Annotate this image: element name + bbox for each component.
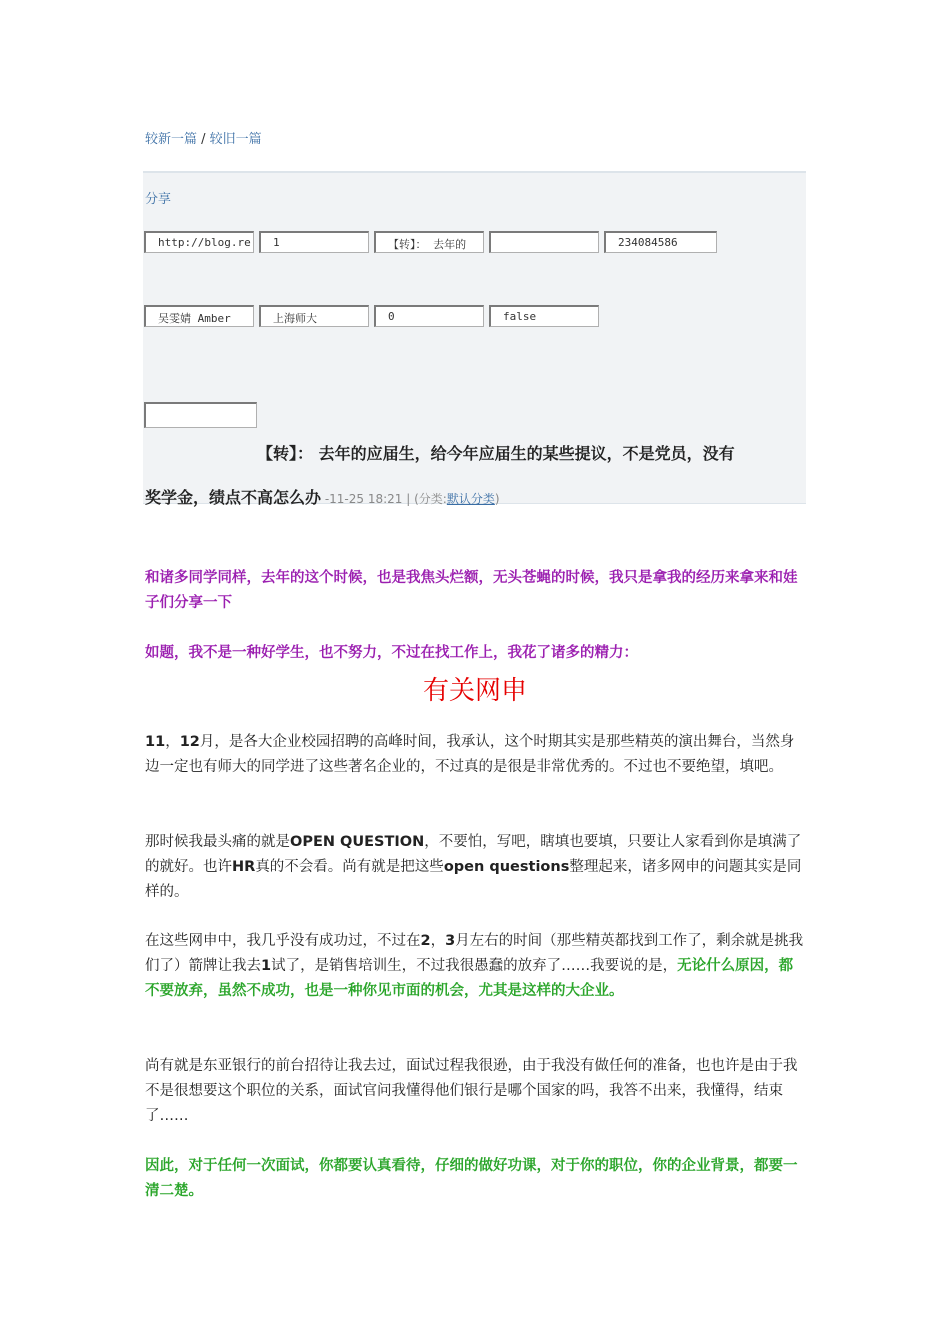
oq-text-1: 那时候我最头痛的就是 [145,834,290,850]
older-post-link[interactable]: 较旧一篇 [209,132,262,147]
num-3: 3 [445,933,456,949]
apply-text-2: 月左右的时间（那些精英都找到工作了，剩余就是挑我们了）箭牌让我去 [145,933,804,974]
nav-separator: / [197,132,210,147]
meta-close: ) [494,492,500,506]
id-field[interactable]: 234084586 [604,231,717,253]
num-11: 11 [145,734,166,750]
oq-term-lower: open questions [443,859,570,875]
section-heading: 有关网申 [422,676,527,706]
url-field[interactable]: http://blog.re [144,231,254,253]
zero-field[interactable]: 0 [374,305,484,327]
paragraph-conclusion: 因此，对于任何一次面试，你都要认真看待，仔细的做好功课，对于你的职位，你的企业背景，都要一清二楚。 [145,1158,798,1199]
paragraph-open-question [145,830,805,905]
comma-2: ， [430,933,446,949]
post-time: -11-25 18:21 | ( [321,492,419,506]
category-prefix: 分类: [418,492,447,506]
paragraph-intro: 和诸多同学同样，去年的这个时候，也是我焦头烂额，无头苍蝇的时候，我只是拿我的经历来拿来和娃子们分享一下 [145,570,798,611]
post-navigation [145,128,262,147]
apply-text-3: 试了，是销售培训生，不过我很愚蠢的放弃了……我要说的是， [271,958,678,974]
empty-field[interactable] [489,231,599,253]
title-field[interactable]: 【转】： 去年的 [374,231,484,253]
post-title [145,432,805,521]
paragraph-bank: 尚有就是东亚银行的前台招待让我去过，面试过程我很逊，由于我没有做任何的准备，也也许是由于我不是很想要这个职位的关系，面试官问我懂得他们银行是哪个国家的吗，我答不出来，我懂得，结束了…… [145,1058,798,1124]
share-label[interactable]: 分享 [145,192,172,207]
post-title-line1: 【转】： 去年的应届生，给今年应届生的某些提议，不是党员，没有 [257,444,735,463]
blank-field[interactable] [144,402,257,428]
category-link[interactable]: 默认分类 [446,492,495,506]
author-field[interactable]: 吴雯婧 Amber [144,305,254,327]
paragraph-online-apply [145,929,805,1004]
count-field[interactable]: 1 [259,231,369,253]
oq-text-2: ，不要怕，写吧，瞎填也要填，只要让人家看到你是填满了的就好。也许 [145,834,802,875]
oq-text-4: 整理起来，诸多网申的问题其实是同样的。 [145,859,802,900]
apply-highlight: 无论什么原因，都不要放弃，虽然不成功，也是一种你见市面的机会，尤其是这样的大企业。 [145,958,794,999]
paragraph-topic: 如题，我不是一种好学生，也不努力，不过在找工作上，我花了诸多的精力： [145,645,638,661]
school-field[interactable]: 上海师大 [259,305,369,327]
num-12: 12 [179,734,200,750]
post-meta [321,492,500,506]
newer-post-link[interactable]: 较新一篇 [145,132,198,147]
hr-term: HR [232,859,256,875]
flag-field[interactable]: false [489,305,599,327]
oq-term: OPEN QUESTION [290,834,425,850]
post-title-line2: 奖学金，绩点不高怎么办 [145,488,322,507]
paragraph-recruit [145,730,805,780]
num-1: 1 [261,958,272,974]
recruit-text: 月，是各大企业校园招聘的高峰时间，我承认，这个时期其实是那些精英的演出舞台，当然身边一定也有师大的同学进了这些著名企业的，不过真的是很是非常优秀的。不过也不要绝望，填吧。 [145,734,795,775]
apply-text-1: 在这些网申中，我几乎没有成功过，不过在 [145,933,421,949]
num-2: 2 [420,933,431,949]
oq-text-3: 真的不会看。尚有就是把这些 [255,859,444,875]
comma: ， [165,734,180,750]
